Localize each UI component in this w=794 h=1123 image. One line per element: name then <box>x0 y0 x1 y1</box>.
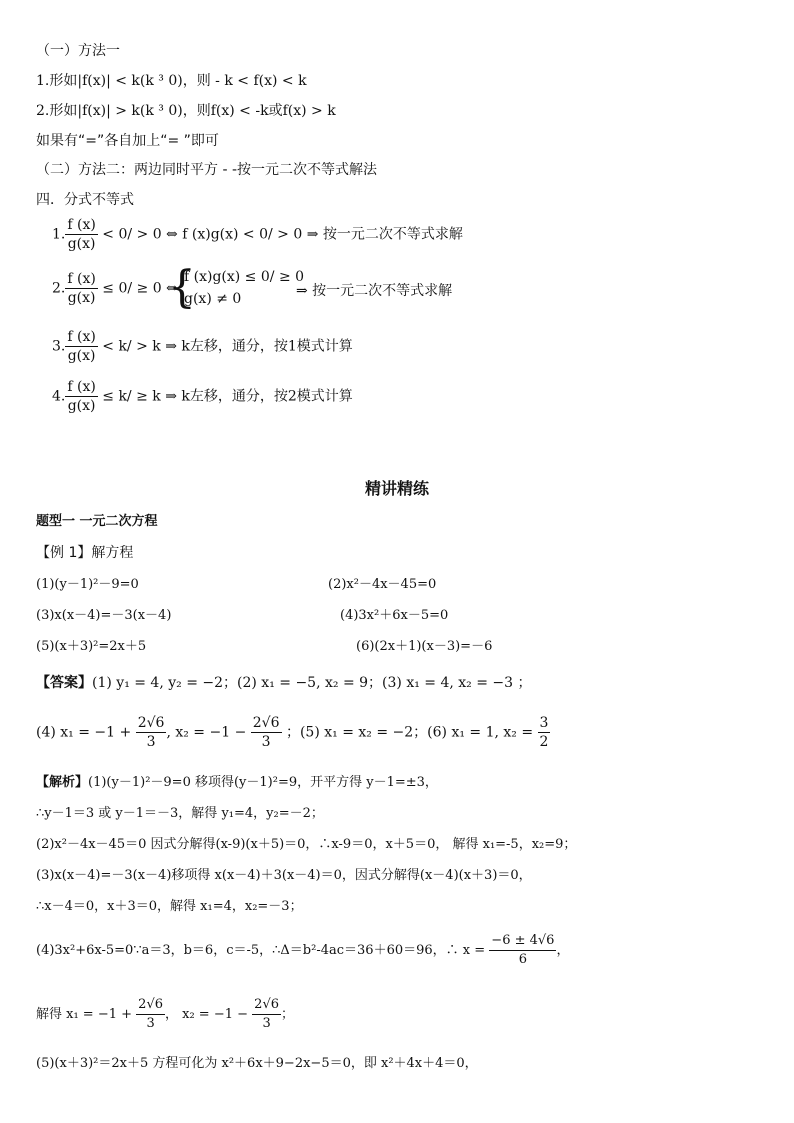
equation-1: (1)(y－1)²－9=0 <box>36 577 139 592</box>
item-mid: ≤ 0/ ≥ 0 ⇔ <box>102 280 178 297</box>
fraction-numerator: f (x) <box>67 217 96 233</box>
left-brace: { <box>168 262 196 313</box>
fraction <box>136 996 165 1033</box>
fraction-denominator: g(x) <box>67 290 96 306</box>
equation-4: (4)3x²＋6x－5=0 <box>340 608 449 623</box>
analysis-line-5: ∴x－4＝0，x＋3＝0，解得 x₁=4，x₂=－3； <box>36 899 303 914</box>
item-number: 2. <box>52 280 66 297</box>
equation-5: (5)(x＋3)²=2x＋5 <box>36 639 147 654</box>
analysis-text-6: (4)3x²+6x-5=0∵a＝3，b＝6，c＝-5，∴Δ＝b²-4ac＝36＋60＝96，∴ x = <box>36 943 486 958</box>
answer-text-2b: , x₂ = −1 − <box>166 724 247 741</box>
fraction-denominator: g(x) <box>67 236 96 252</box>
analysis-text-7a: 解得 x₁ = −1 + <box>36 1007 133 1022</box>
answer-text-2a: (4) x₁ = −1 + <box>36 724 132 741</box>
method2-heading: （二）方法二：两边同时平方 - -按一元二次不等式解法 <box>36 162 378 178</box>
item-text: ≤ k/ ≥ k ⇒ k左移，通分，按2模式计算 <box>102 388 353 405</box>
piecewise-cases <box>184 266 304 310</box>
fraction-numerator: f (x) <box>67 271 96 287</box>
fraction-item-2 <box>52 270 178 307</box>
analysis-line-6: (4)3x²+6x-5=0∵a＝3，b＝6，c＝-5，∴Δ＝b²-4ac＝36＋60＝96，∴ x = $\frac{-6 \pm 4√6}{6}$ ， <box>36 933 570 967</box>
analysis-line-4: (3)x(x－4)=－3(x－4)移项得 x(x－4)＋3(x－4)＝0，因式分解得(x－4)(x＋3)＝0， <box>36 868 532 883</box>
method1-rule2: 2.形如|f(x)| > k(k ³ 0)，则f(x) < -k或f(x) > k <box>36 103 336 119</box>
answer-text-1: (1) y₁ = 4, y₂ = −2；(2) x₁ = −5, x₂ = 9；(3) x₁ = 4, x₂ = −3 ； <box>92 675 532 691</box>
fraction-denominator: 3 <box>146 1016 155 1031</box>
fraction-numerator: 2√6 <box>137 715 165 731</box>
fraction-numerator: f (x) <box>67 379 96 395</box>
answer-text-2c: ；(5) x₁ = x₂ = −2；(6) x₁ = 1, x₂ = <box>285 724 534 741</box>
fraction-denominator: 3 <box>262 1016 271 1031</box>
equation-6: (6)(2x＋1)(x－3)=－6 <box>356 639 493 654</box>
fraction-item-3 <box>52 328 353 365</box>
fraction-numerator: 2√6 <box>136 996 165 1015</box>
fraction-denominator: 3 <box>261 734 271 750</box>
section-title: 精讲精练 <box>364 479 429 498</box>
answer-line-2 <box>36 714 550 751</box>
fraction-item-4 <box>52 378 353 415</box>
analysis-line-1 <box>36 773 438 793</box>
analysis-line-2: ∴y－1＝3 或 y－1＝－3，解得 y₁=4，y₂=－2； <box>36 806 324 821</box>
method1-note: 如果有“=”各自加上“= ”即可 <box>36 133 219 149</box>
fraction-denominator: 3 <box>146 734 156 750</box>
analysis-text-1: (1)(y－1)²－9=0 移项得(y－1)²=9，开平方得 y－1=±3， <box>88 775 438 790</box>
analysis-line-8: (5)(x＋3)²＝2x＋5 方程可化为 x²＋6x＋9−2x−5＝0，即 x²＋4x＋4＝0， <box>36 1056 478 1071</box>
fraction <box>489 932 556 969</box>
fraction-denominator: 2 <box>539 734 549 750</box>
fraction <box>252 996 281 1033</box>
equation-3: (3)x(x－4)=－3(x－4) <box>36 608 172 623</box>
fraction-numerator: 3 <box>539 715 549 731</box>
item-2-tail: ⇒ 按一元二次不等式求解 <box>296 283 453 299</box>
fraction-numerator: −6 ± 4√6 <box>489 932 556 951</box>
fraction-denominator: g(x) <box>67 398 96 414</box>
fraction-denominator: 6 <box>518 952 528 967</box>
fraction-numerator: f (x) <box>67 329 96 345</box>
analysis-line-7 <box>36 996 294 1033</box>
fraction <box>65 328 97 365</box>
answer-line-1 <box>36 673 532 693</box>
analysis-line-3: (2)x²－4x－45＝0 因式分解得(x-9)(x＋5)＝0，∴x-9＝0，x＋5＝0， 解得 x₁=-5，x₂=9； <box>36 837 577 852</box>
case-2: g(x) ≠ 0 <box>184 291 242 307</box>
item-text: < 0/ > 0 ⇔ f (x)g(x) < 0/ > 0 ⇒ 按一元二次不等式求解 <box>102 226 463 243</box>
fraction <box>65 216 97 253</box>
item-number: 3. <box>52 338 66 355</box>
analysis-label: 【解析】 <box>36 775 89 790</box>
item-text: < k/ > k ⇒ k左移，通分，按1模式计算 <box>102 338 353 355</box>
fraction <box>538 714 551 751</box>
item-number: 1. <box>52 226 66 243</box>
example1-label: 【例 1】解方程 <box>36 545 134 561</box>
fraction-item-1 <box>52 216 463 253</box>
case-1: f (x)g(x) ≤ 0/ ≥ 0 <box>184 269 305 285</box>
equation-2: (2)x²－4x－45=0 <box>328 577 437 592</box>
analysis-text-7c: ； <box>281 1007 295 1022</box>
fraction <box>65 270 97 307</box>
type1-heading: 题型一 一元二次方程 <box>36 514 158 529</box>
item-number: 4. <box>52 388 66 405</box>
analysis-text-7b: ， x₂ = −1 − <box>165 1007 249 1022</box>
method1-heading: （一）方法一 <box>36 43 120 59</box>
method1-rule1: 1.形如|f(x)| < k(k ³ 0)，则 - k < f(x) < k <box>36 73 307 89</box>
fraction <box>136 714 167 751</box>
fraction-numerator: 2√6 <box>252 715 280 731</box>
fraction <box>65 378 97 415</box>
fractional-heading: 四．分式不等式 <box>36 192 134 208</box>
fraction-numerator: 2√6 <box>252 996 281 1015</box>
fraction-denominator: g(x) <box>67 348 96 364</box>
answer-label: 【答案】 <box>36 675 92 691</box>
fraction <box>251 714 282 751</box>
